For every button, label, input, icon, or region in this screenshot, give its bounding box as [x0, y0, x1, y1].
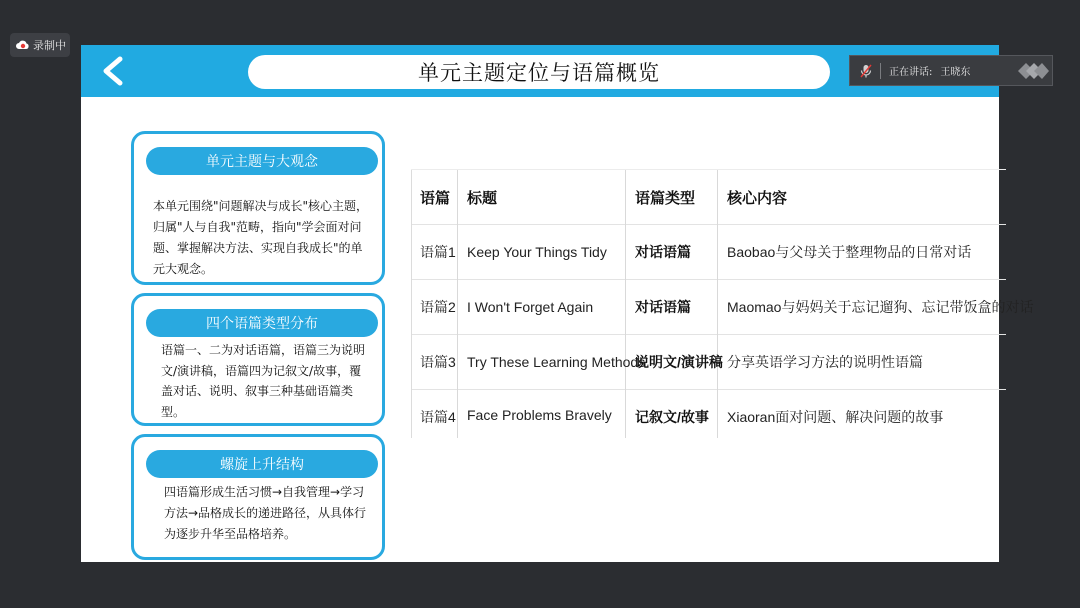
slide-header-bar: [81, 45, 999, 97]
spiral-structure-card-heading: 螺旋上升结构: [146, 450, 378, 478]
text-overview-table: [411, 169, 1034, 438]
chevron-left-icon[interactable]: [96, 53, 132, 89]
text-type-cell: 记叙文/故事: [626, 390, 718, 438]
signal-icon: [1016, 59, 1050, 83]
text-types-card-body: 语篇一、二为对话语篇，语篇三为说明文/演讲稿，语篇四为记叙文/故事，覆盖对话、说明、叙事三种基础语篇类型。: [161, 343, 366, 419]
recording-label: 录制中: [33, 39, 66, 52]
column-header: 标题: [458, 170, 626, 225]
text-type-cell: 说明文/演讲稿: [626, 335, 718, 390]
speaker-name: 王晓东: [940, 67, 971, 78]
recording-indicator[interactable]: [10, 33, 70, 57]
text-content-cell: Baobao与父母关于整理物品的日常对话: [718, 225, 1006, 280]
table-row: [412, 225, 1006, 280]
text-title-cell: Keep Your Things Tidy: [458, 225, 626, 280]
table-row: [412, 335, 1006, 390]
text-id-cell: 语篇4: [412, 390, 458, 438]
theme-card: [131, 131, 385, 285]
text-types-card: [131, 293, 385, 426]
text-type-cell: 对话语篇: [626, 225, 718, 280]
theme-card-body: 本单元围绕"问题解决与成长"核心主题，归属"人与自我"范畴，指向"学会面对问题、掌握解决方法、实现自我成长"的单元大观念。: [153, 199, 369, 276]
spiral-structure-card-body: 四语篇形成生活习惯→自我管理→学习方法→品格成长的递进路径，从具体行为逐步升华至品格培养。: [164, 485, 367, 541]
mic-muted-icon: [860, 64, 872, 78]
text-title-cell: Face Problems Bravely: [458, 390, 626, 438]
text-content-cell: Xiaoran面对问题、解决问题的故事: [718, 390, 1006, 438]
table-row: [412, 390, 1006, 438]
slide-canvas: [81, 45, 1034, 562]
text-content-cell: Maomao与妈妈关于忘记遛狗、忘记带饭盒的对话: [718, 280, 1006, 335]
text-id-cell: 语篇1: [412, 225, 458, 280]
text-id-cell: 语篇2: [412, 280, 458, 335]
active-speaker-panel: [849, 55, 1053, 86]
theme-card-heading: 单元主题与大观念: [146, 147, 378, 175]
cloud-record-icon: [16, 40, 29, 50]
spiral-structure-card: [131, 434, 385, 560]
column-header: 语篇: [412, 170, 458, 225]
speaker-label: 正在讲话:: [889, 67, 933, 78]
table-header-row: [412, 170, 1006, 225]
text-title-cell: Try These Learning Methods: [458, 335, 626, 390]
text-content-cell: 分享英语学习方法的说明性语篇: [718, 335, 1006, 390]
text-title-cell: I Won't Forget Again: [458, 280, 626, 335]
column-header: 语篇类型: [626, 170, 718, 225]
column-header: 核心内容: [718, 170, 1006, 225]
text-types-card-heading: 四个语篇类型分布: [146, 309, 378, 337]
text-type-cell: 对话语篇: [626, 280, 718, 335]
text-id-cell: 语篇3: [412, 335, 458, 390]
table-row: [412, 280, 1006, 335]
page-title: 单元主题定位与语篇概览: [248, 55, 830, 89]
speaker-divider: [880, 63, 881, 79]
